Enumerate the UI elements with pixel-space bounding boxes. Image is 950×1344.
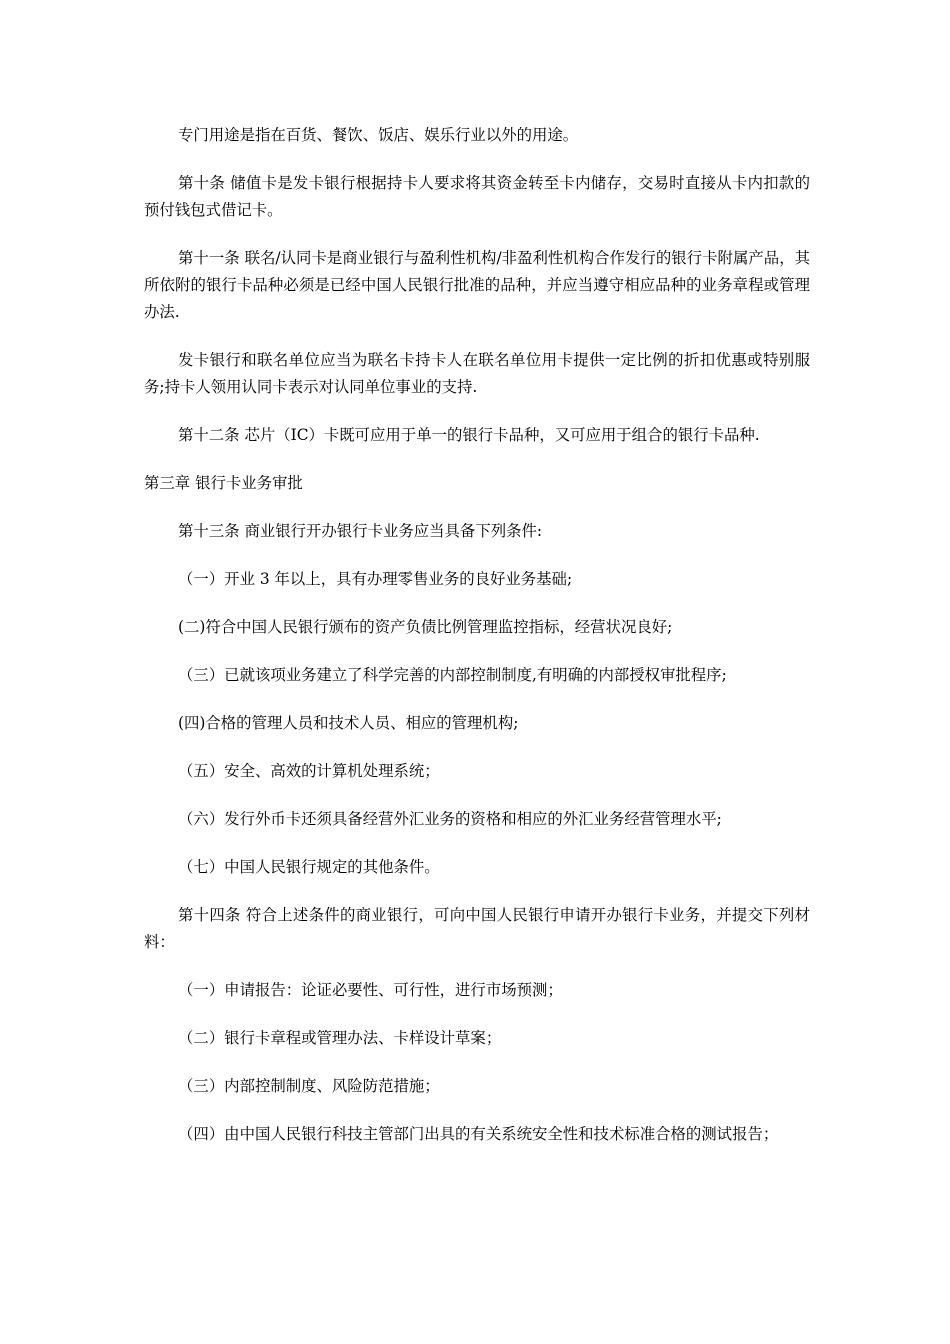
- paragraph-article-11: 第十一条 联名/认同卡是商业银行与盈利性机构/非盈利性机构合作发行的银行卡附属产品，其所依附的银行卡品种必须是已经中国人民银行批准的品种，并应当遵守相应品种的业务章程或管理办法.: [144, 249, 810, 321]
- list-item-14-4: （四）由中国人民银行科技主管部门出具的有关系统安全性和技术标准合格的测试报告；: [178, 1125, 779, 1143]
- list-item-13-3: （三）已就该项业务建立了科学完善的内部控制制度,有明确的内部授权审批程序;: [178, 666, 727, 684]
- list-item-14-2: （二）银行卡章程或管理办法、卡样设计草案；: [178, 1029, 502, 1047]
- paragraph-article-10: 第十条 储值卡是发卡银行根据持卡人要求将其资金转至卡内储存，交易时直接从卡内扣款的预付钱包式借记卡。: [144, 174, 810, 219]
- paragraph-special-purpose: 专门用途是指在百货、餐饮、饭店、娱乐行业以外的用途。: [178, 126, 579, 144]
- list-item-13-6: （六）发行外币卡还须具备经营外汇业务的资格和相应的外汇业务经营管理水平;: [178, 810, 722, 828]
- list-item-13-2: (二)符合中国人民银行颁布的资产负债比例管理监控指标，经营状况良好;: [178, 618, 673, 636]
- list-item-13-1: （一）开业 3 年以上，具有办理零售业务的良好业务基础;: [178, 570, 573, 588]
- list-item-14-3: （三）内部控制制度、风险防范措施；: [178, 1077, 440, 1095]
- list-item-13-5: （五）安全、高效的计算机处理系统；: [178, 762, 440, 780]
- paragraph-article-11-cont: 发卡银行和联名单位应当为联名卡持卡人在联名单位用卡提供一定比例的折扣优惠或特别服务;持卡人领用认同卡表示对认同单位事业的支持.: [144, 351, 810, 396]
- list-item-13-7: （七）中国人民银行规定的其他条件。: [178, 858, 440, 876]
- list-item-14-1: （一）申请报告：论证必要性、可行性，进行市场预测；: [178, 981, 563, 999]
- paragraph-article-13: 第十三条 商业银行开办银行卡业务应当具备下列条件:: [178, 522, 543, 540]
- paragraph-article-12: 第十二条 芯片（IC）卡既可应用于单一的银行卡品种，又可应用于组合的银行卡品种.: [178, 426, 760, 444]
- paragraph-article-14: 第十四条 符合上述条件的商业银行，可向中国人民银行申请开办银行卡业务，并提交下列材料：: [144, 906, 810, 951]
- document-body: [144, 122, 810, 1169]
- list-item-13-4: (四)合格的管理人员和技术人员、相应的管理机构;: [178, 714, 519, 732]
- chapter-3-heading: 第三章 银行卡业务审批: [144, 474, 303, 492]
